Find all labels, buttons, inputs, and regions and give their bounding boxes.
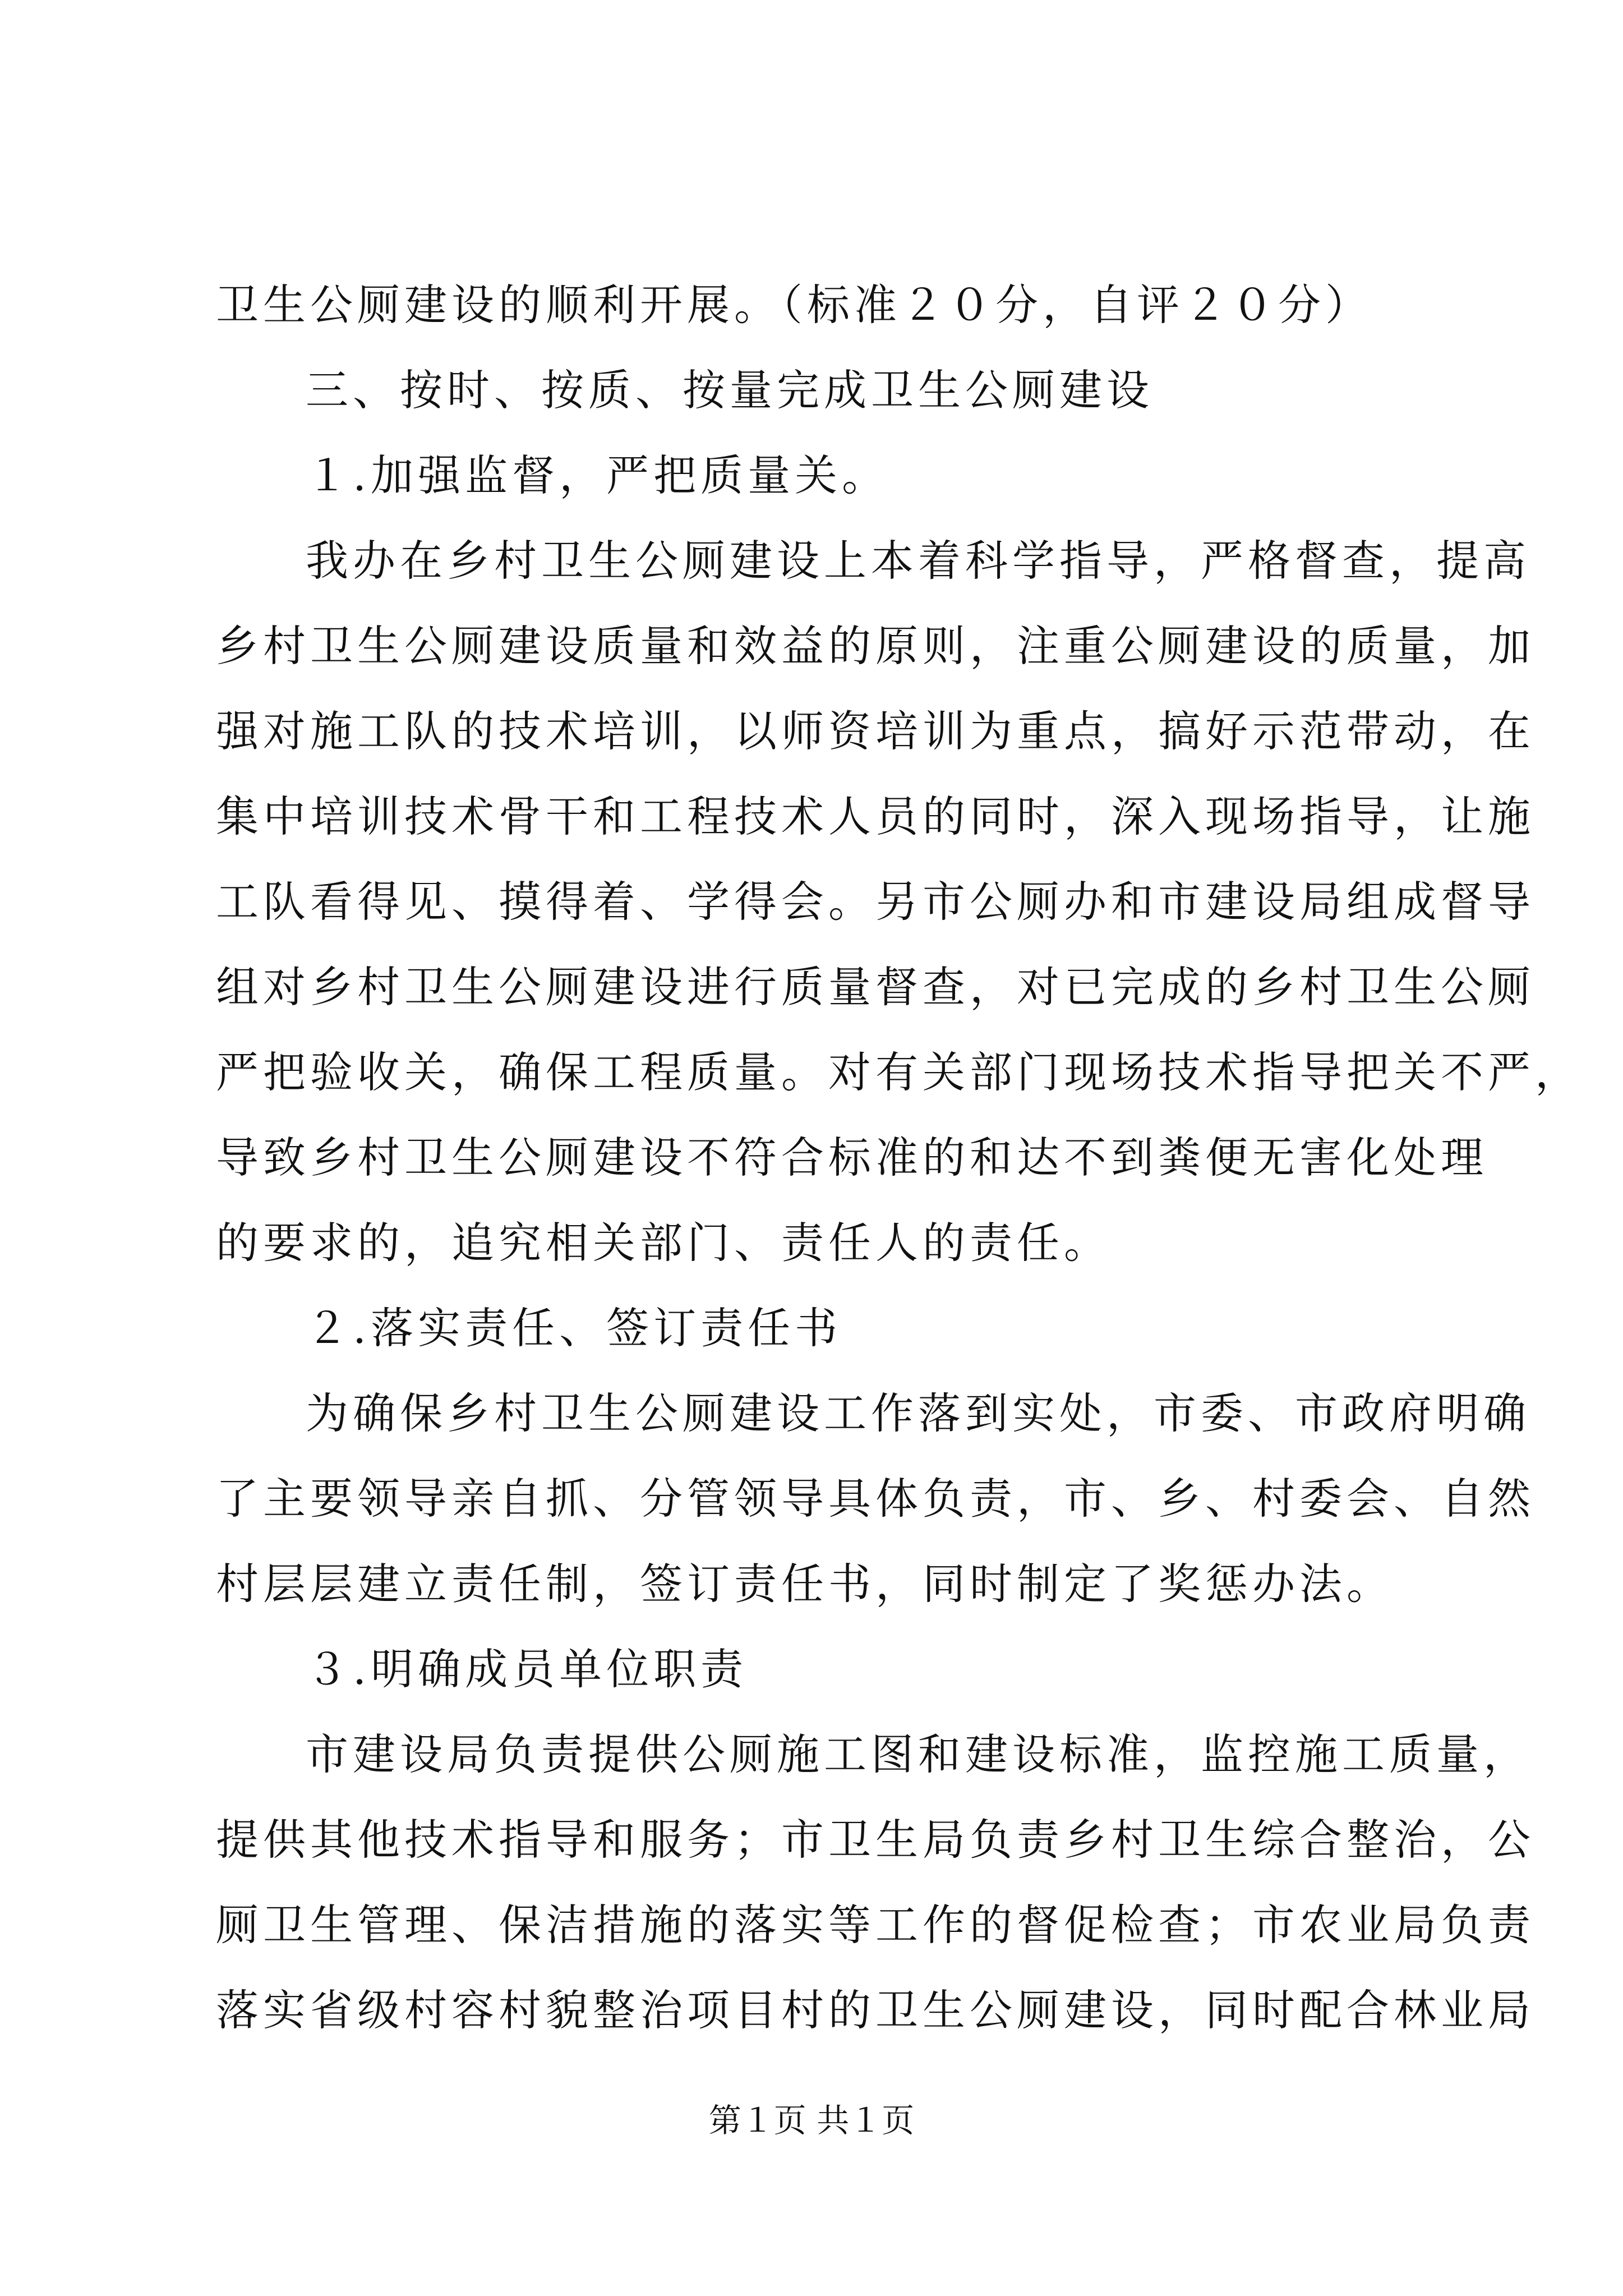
body-line: 市建设局负责提供公厕施工图和建设标准，监控施工质量， [306,1729,1530,1779]
body-line: 的要求的，追究相关部门、责任人的责任。 [216,1218,1111,1268]
body-line: 为确保乡村卫生公厕建设工作落到实处，市委、市政府明确 [306,1388,1530,1438]
body-line: 强对施工队的技术培训，以师资培训为重点，搞好示范带动，在 [216,706,1535,756]
body-line: 了主要领导亲自抓、分管领导具体负责，市、乡、村委会、自然 [216,1474,1535,1524]
body-line: 落实省级村容村貌整治项目村的卫生公厕建设，同时配合林业局 [216,1985,1535,2035]
subsection-heading: １.加强监督，严把质量关。 [306,450,889,500]
body-line: 集中培训技术骨干和工程技术人员的同时，深入现场指导，让施 [216,792,1535,841]
body-line: 卫生公厕建设的顺利开展。（标准２０分，自评２０分） [216,280,1372,330]
body-line: 厕卫生管理、保洁措施的落实等工作的督促检查；市农业局负责 [216,1900,1535,1950]
body-line: 提供其他技术指导和服务；市卫生局负责乡村卫生综合整治，公 [216,1815,1535,1865]
body-line: 严把验收关，确保工程质量。对有关部门现场技术指导把关不严， [216,1047,1582,1097]
page-number-footer: 第１页 共１页 [708,2101,915,2139]
body-line: 村层层建立责任制，签订责任书，同时制定了奖惩办法。 [216,1559,1394,1609]
body-line: 我办在乡村卫生公厕建设上本着科学指导，严格督查，提高 [306,536,1530,586]
body-line: 乡村卫生公厕建设质量和效益的原则，注重公厕建设的质量，加 [216,621,1535,671]
body-line: 工队看得见、摸得着、学得会。另市公厕办和市建设局组成督导 [216,877,1535,927]
body-line: 组对乡村卫生公厕建设进行质量督查，对已完成的乡村卫生公厕 [216,962,1535,1012]
subsection-heading: ２.落实责任、签订责任书 [306,1303,842,1353]
subsection-heading: ３.明确成员单位职责 [306,1644,748,1694]
section-heading: 三、按时、按质、按量完成卫生公厕建设 [306,365,1154,415]
body-line: 导致乡村卫生公厕建设不符合标准的和达不到粪便无害化处理 [216,1133,1488,1182]
document-body [216,263,1582,2053]
